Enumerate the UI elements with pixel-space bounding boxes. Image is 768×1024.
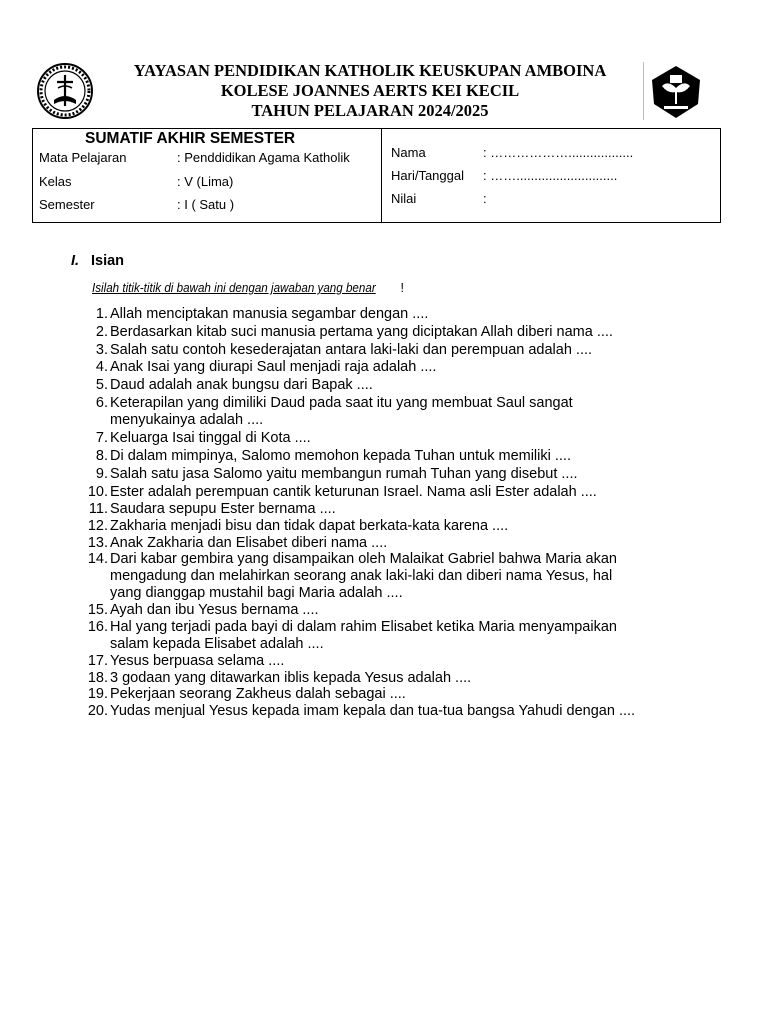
question-text: Berdasarkan kitab suci manusia pertama yang diciptakan Allah diberi nama .... xyxy=(110,324,613,340)
date-field: : ……............................ xyxy=(483,168,618,183)
name-field: : ……………….................. xyxy=(483,145,634,160)
question-number: 2. xyxy=(95,324,108,340)
question-text: Yudas menjual Yesus kepada imam kepala dan tua-tua bangsa Yahudi dengan .... xyxy=(110,703,636,719)
question-text-continued: yang dianggap mustahil bagi Maria adalah .... xyxy=(110,585,403,601)
section-heading xyxy=(71,253,124,269)
question-number: 5. xyxy=(95,377,108,393)
question-number: 19. xyxy=(87,686,108,702)
question-text: Daud adalah anak bungsu dari Bapak .... xyxy=(110,377,373,393)
question-text: Anak Isai yang diurapi Saul menjadi raja adalah .... xyxy=(110,359,437,375)
question-number: 17. xyxy=(87,653,108,669)
question-number: 8. xyxy=(95,448,108,464)
question-text: Dari kabar gembira yang disampaikan oleh Malaikat Gabriel bahwa Maria akan xyxy=(110,551,617,567)
school-name: KOLESE JOANNES AERTS KEI KECIL xyxy=(220,81,520,100)
foundation-name: YAYASAN PENDIDIKAN KATHOLIK KEUSKUPAN AMBOINA xyxy=(133,61,607,80)
question-text-continued: mengadung dan melahirkan seorang anak laki-laki dan diberi nama Yesus, hal xyxy=(110,568,613,584)
question-text: Ester adalah perempuan cantik keturunan Israel. Nama asli Ester adalah .... xyxy=(110,484,597,500)
question-number: 14. xyxy=(87,551,108,567)
question-number: 10. xyxy=(87,484,108,500)
question-number: 15. xyxy=(87,602,108,618)
question-number: 1. xyxy=(95,306,108,322)
exam-title: SUMATIF AKHIR SEMESTER xyxy=(85,130,296,147)
instruction-text: Isilah titik-titik di bawah ini dengan jawaban yang benar xyxy=(92,281,376,295)
question-number: 4. xyxy=(95,359,108,375)
score-label: Nilai xyxy=(391,191,417,206)
question-text-continued: salam kepada Elisabet adalah .... xyxy=(110,636,324,652)
section-title: Isian xyxy=(91,253,125,269)
question-text: Ayah dan ibu Yesus bernama .... xyxy=(110,602,319,618)
question-text: Keluarga Isai tinggal di Kota .... xyxy=(110,430,311,446)
question-number: 16. xyxy=(87,619,108,635)
question-number: 3. xyxy=(95,342,108,358)
score-field: : xyxy=(483,191,487,206)
question-text: 3 godaan yang ditawarkan iblis kepada Yesus adalah .... xyxy=(110,670,472,686)
question-number: 9. xyxy=(95,466,108,482)
question-number: 12. xyxy=(87,518,108,534)
header-divider xyxy=(643,62,644,120)
name-label: Nama xyxy=(391,145,426,160)
question-number: 13. xyxy=(87,535,108,551)
question-text: Keterapilan yang dimiliki Daud pada saat itu yang membuat Saul sangat xyxy=(110,395,573,411)
school-seal-logo xyxy=(36,62,94,120)
section-number: I. xyxy=(71,253,80,269)
exam-info-box xyxy=(32,128,721,223)
question-text: Anak Zakharia dan Elisabet diberi nama .... xyxy=(110,535,388,551)
question-text: Saudara sepupu Ester bernama .... xyxy=(110,501,336,517)
date-label: Hari/Tanggal xyxy=(391,168,464,183)
question-number: 7. xyxy=(95,430,108,446)
question-number: 20. xyxy=(87,703,108,719)
question-number: 18. xyxy=(87,670,108,686)
class-label: Kelas xyxy=(39,174,72,189)
question-text: Pekerjaan seorang Zakheus dalah sebagai .... xyxy=(110,686,406,702)
section-instruction xyxy=(92,281,404,295)
ministry-logo xyxy=(648,64,704,120)
question-number: 11. xyxy=(88,501,108,517)
question-text-continued: menyukainya adalah .... xyxy=(110,412,264,428)
question-text: Di dalam mimpinya, Salomo memohon kepada Tuhan untuk memiliki .... xyxy=(110,448,571,464)
instruction-mark: ! xyxy=(397,281,405,295)
class-value: : V (Lima) xyxy=(177,174,234,189)
academic-year: TAHUN PELAJARAN 2024/2025 xyxy=(251,101,489,120)
question-text: Yesus berpuasa selama .... xyxy=(110,653,285,669)
question-number: 6. xyxy=(95,395,108,411)
semester-value: : I ( Satu ) xyxy=(177,197,235,212)
semester-label: Semester xyxy=(39,197,95,212)
info-box-divider xyxy=(381,129,382,222)
question-text: Hal yang terjadi pada bayi di dalam rahim Elisabet ketika Maria menyampaikan xyxy=(110,619,617,635)
question-text: Salah satu jasa Salomo yaitu membangun rumah Tuhan yang disebut .... xyxy=(110,466,578,482)
question-text: Zakharia menjadi bisu dan tidak dapat berkata-kata karena .... xyxy=(110,518,509,534)
subject-label: Mata Pelajaran xyxy=(39,150,127,165)
question-text: Salah satu contoh kesederajatan antara laki-laki dan perempuan adalah .... xyxy=(110,342,593,358)
subject-value: : Penddidikan Agama Katholik xyxy=(177,150,350,165)
question-text: Allah menciptakan manusia segambar dengan .... xyxy=(110,306,429,322)
